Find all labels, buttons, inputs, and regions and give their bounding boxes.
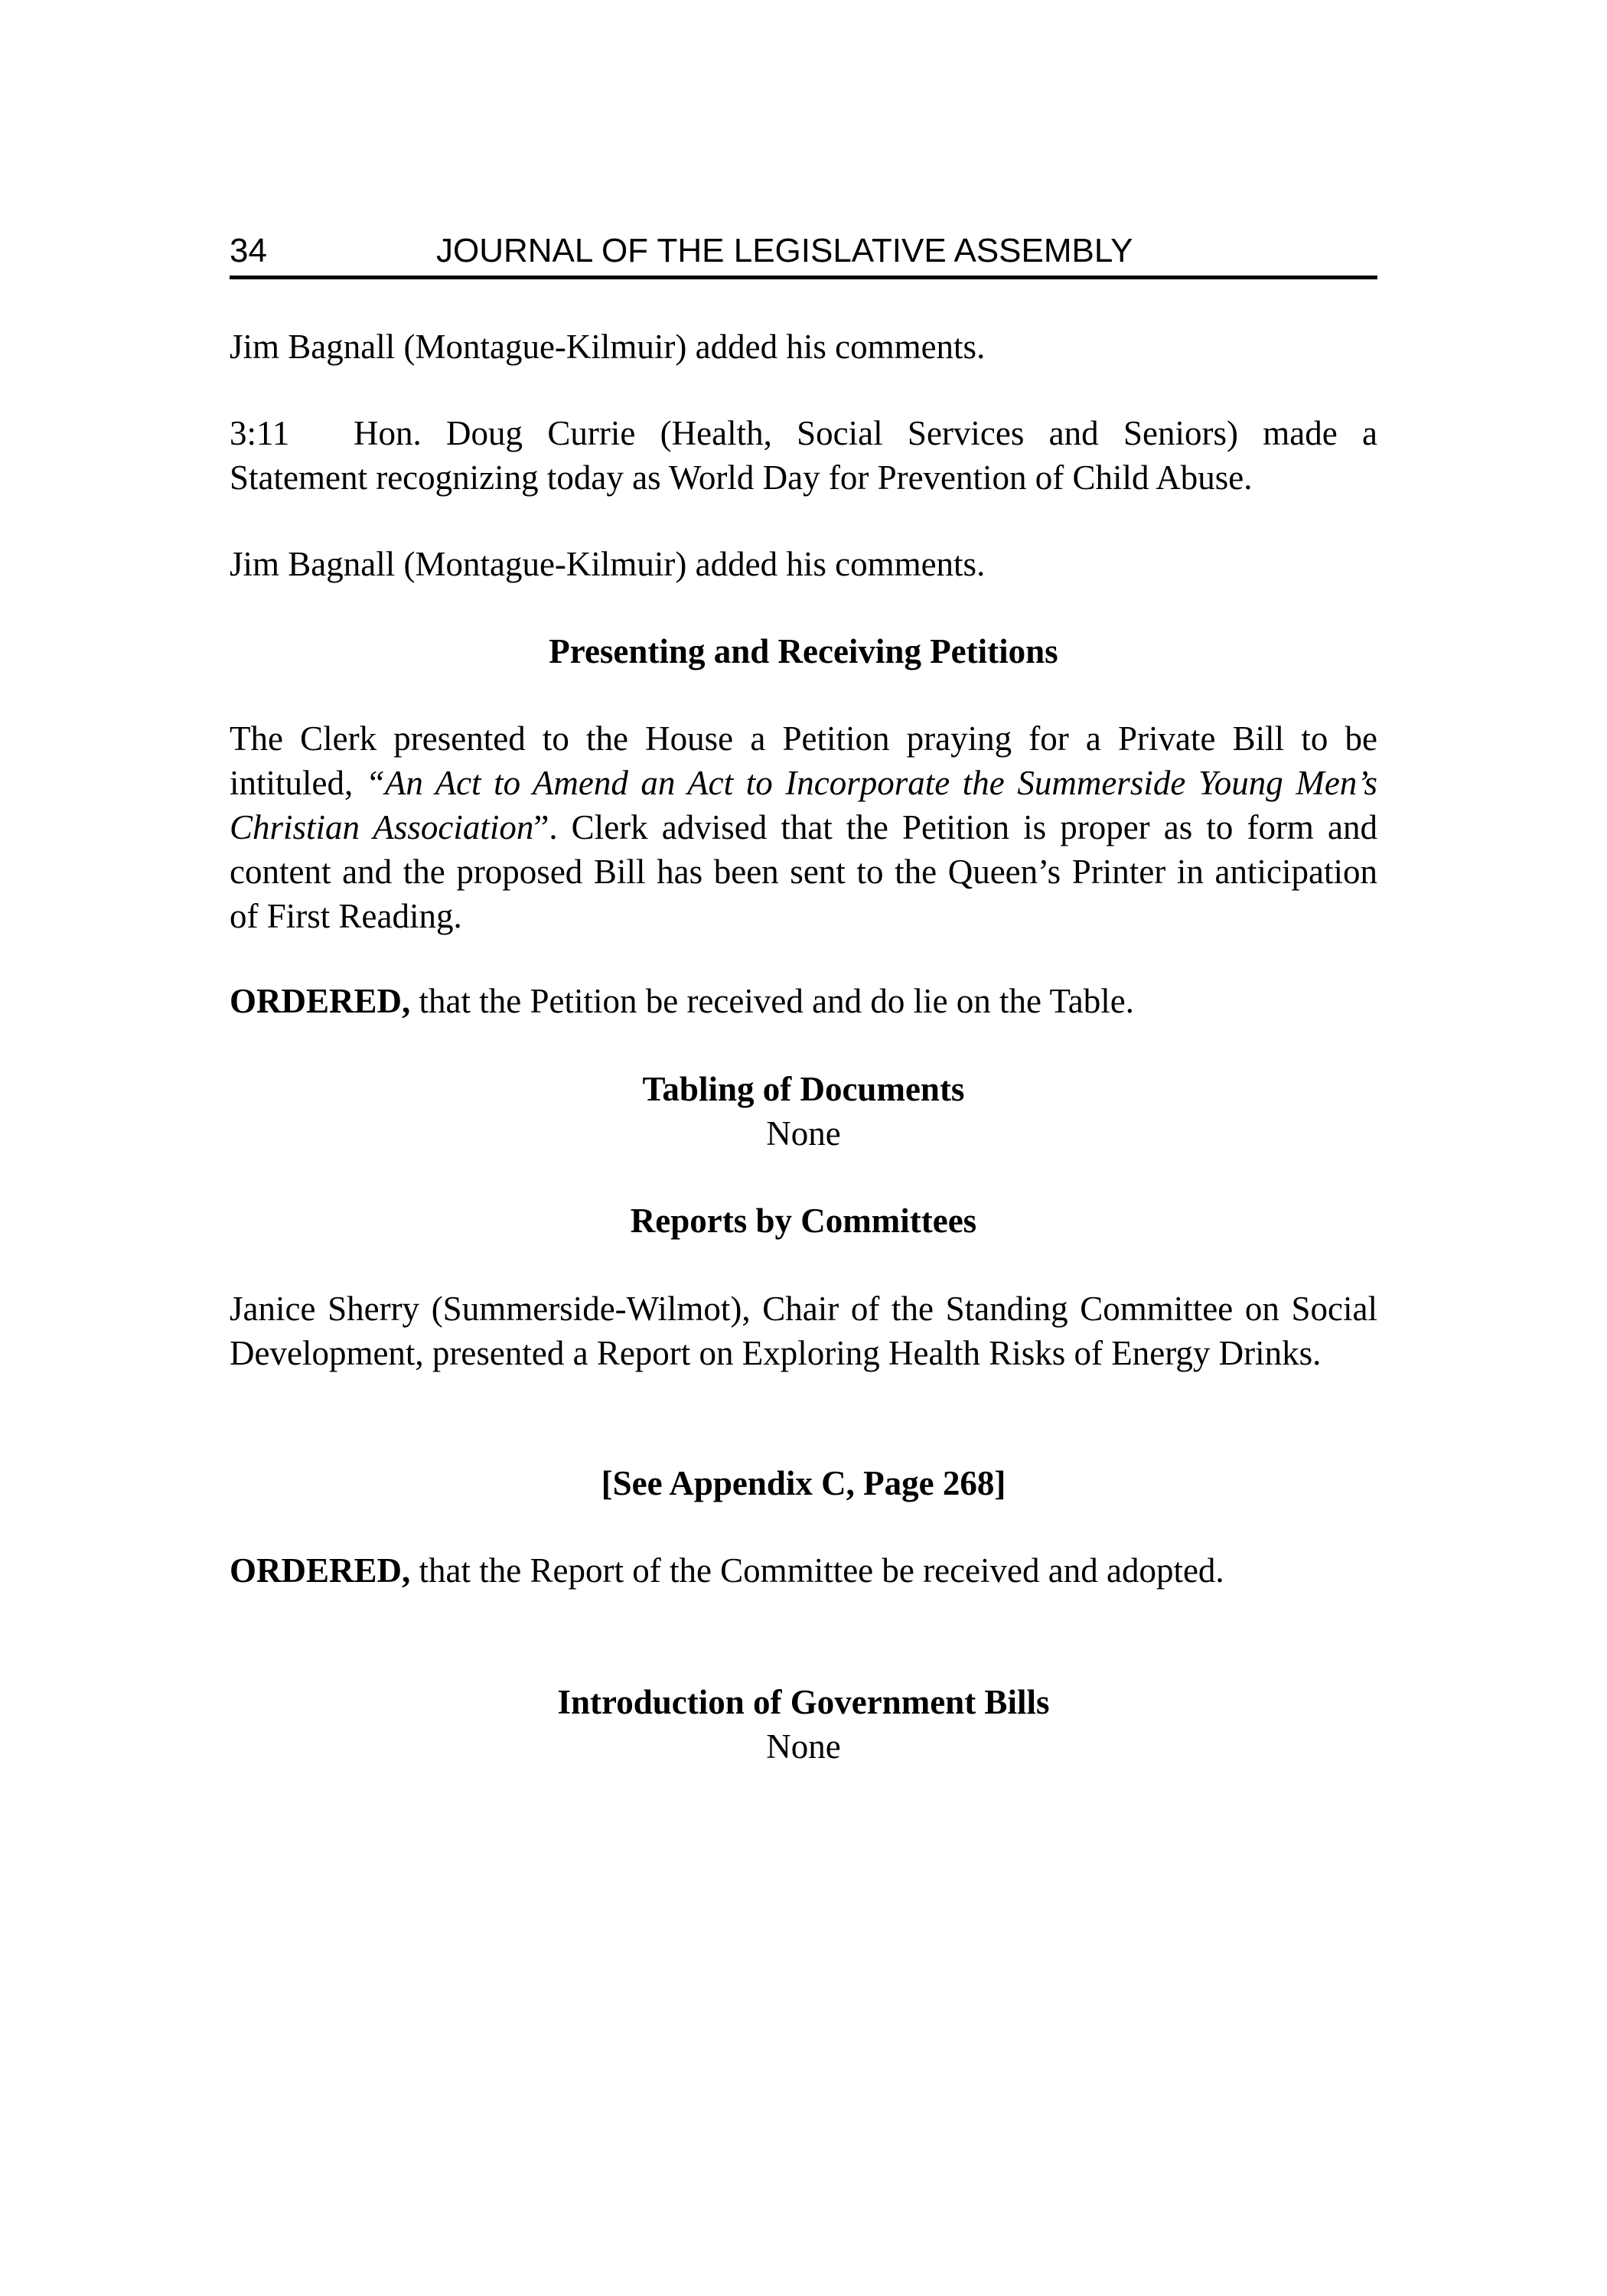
statement-text: Hon. Doug Currie (Health, Social Services and Seniors) made a Statement recognizing today as World Day for Prevention of Child Abuse. — [230, 414, 1377, 497]
appendix-reference: [See Appendix C, Page 268] — [601, 1464, 1006, 1502]
order-text: that the Petition be received and do lie on the Table. — [410, 982, 1135, 1020]
tabling-status: None — [766, 1114, 841, 1153]
heading-government-bills: Introduction of Government Bills — [557, 1683, 1050, 1721]
heading-committees: Reports by Committees — [630, 1202, 977, 1240]
page-number: 34 — [230, 232, 267, 269]
petition-text-before: The Clerk presented to the House a Petition praying for a Private Bill to be intituled, — [230, 719, 1377, 802]
order-text: that the Report of the Committee be received and adopted. — [410, 1551, 1224, 1590]
bill-title: “An Act to Amend an Act to Incorporate the Summerside Young Men’s Christian Association — [230, 764, 1377, 846]
ordered-label: ORDERED, — [230, 982, 411, 1020]
government-bills-status: None — [766, 1727, 841, 1766]
paragraph-committee-report: Janice Sherry (Summerside-Wilmot), Chair of the Standing Committee on Social Development, presented a Report on Exploring Health Risks of Energy Drinks. — [230, 1290, 1377, 1372]
petition-text-after: ”. Clerk advised that the Petition is proper as to form and content and the proposed Bill has been sent to the Queen’s Printer in anticipation of First Reading. — [230, 808, 1378, 935]
ordered-label: ORDERED, — [230, 1551, 411, 1590]
paragraph-currie-statement — [230, 411, 1377, 500]
page-header — [230, 228, 1377, 279]
heading-petitions: Presenting and Receiving Petitions — [549, 632, 1058, 670]
running-title: JOURNAL OF THE LEGISLATIVE ASSEMBLY — [436, 232, 1133, 269]
heading-tabling: Tabling of Documents — [642, 1070, 965, 1108]
paragraph-petition — [230, 716, 1377, 938]
paragraph-bagnall-comments-2: Jim Bagnall (Montague-Kilmuir) added his comments. — [230, 545, 986, 583]
paragraph-committee-order — [230, 1548, 1377, 1593]
paragraph-bagnall-comments-1: Jim Bagnall (Montague-Kilmuir) added his comments. — [230, 328, 986, 366]
time-stamp: 3:11 — [230, 414, 290, 452]
paragraph-petition-order — [230, 979, 1377, 1023]
